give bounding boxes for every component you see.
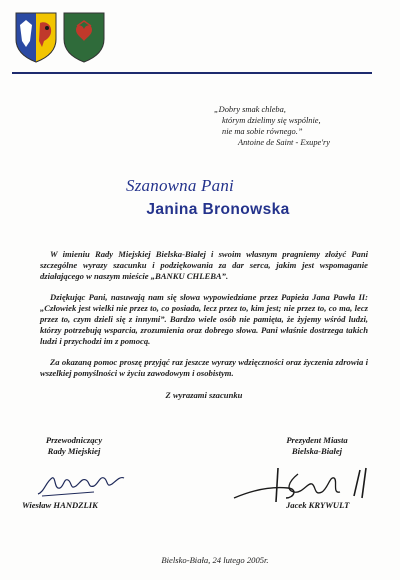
motto-author: Antoine de Saint - Exupe'ry (238, 138, 331, 147)
signature-block-right (262, 435, 372, 457)
signatory-title: Przewodniczący (45, 435, 103, 445)
closing-phrase: Z wyrazami szacunku (165, 389, 243, 400)
body-paragraph: Dziękując Pani, nasuwają nam się słowa wypowiedziane przez Papieża Jana Pawła II: „Człowiek jest wielki nie przez to, co posiada, lecz przez to, kim jest; nie przez to, co ma, lecz przez to, czym dzieli się z innymi”. Bardzo wiele osób nie pamięta, że żyjemy wśród ludzi, którzy potrzebują wsparcia, zrozumienia oraz dobrego słowa. Pani właśnie dostrzega takich ludzi i przychodzi im z pomocą. (40, 292, 368, 346)
recipient-name: Janina Bronowska (146, 201, 290, 218)
signatory-title: Prezydent Miasta (286, 435, 348, 445)
salutation (0, 176, 400, 219)
body-paragraph: W imieniu Rady Miejskiej Bielska-Białej i swoim własnym pragniemy złożyć Pani szczególne wyrazy szacunku i podziękowania za dar serca, jakim jest wspomaganie działającego w naszym mieście „BANKU CHLEBA”. (40, 249, 368, 281)
signatory-title: Rady Miejskiej (47, 446, 101, 456)
header-rule (12, 72, 372, 74)
signatory-title: Bielska-Białej (291, 446, 343, 456)
motto-quote (214, 104, 384, 148)
signatory-name-left: Wiesław HANDZLIK (22, 500, 98, 510)
letter-body (40, 249, 368, 411)
city-coat-of-arms-icon (14, 11, 58, 63)
region-coat-of-arms-icon (62, 11, 106, 63)
motto-line: którym dzielimy się wspólnie, (222, 116, 321, 125)
handwritten-signature-left (34, 468, 130, 500)
letter-date: Bielsko-Biała, 24 lutego 2005r. (161, 555, 269, 565)
motto-line: „Dobry smak chleba, (214, 105, 286, 114)
signatory-name-right: Jacek KRYWULT (286, 500, 350, 510)
body-paragraph: Za okazaną pomoc proszę przyjąć raz jeszcze wyrazy wdzięczności oraz życzenia zdrowia i wszelkiej pomyślności w życiu zawodowym i osobistym. (40, 357, 368, 379)
salutation-greeting: Szanowna Pani (126, 176, 234, 195)
signature-block-left (24, 435, 124, 457)
motto-line: nie ma sobie równego.” (222, 127, 303, 136)
